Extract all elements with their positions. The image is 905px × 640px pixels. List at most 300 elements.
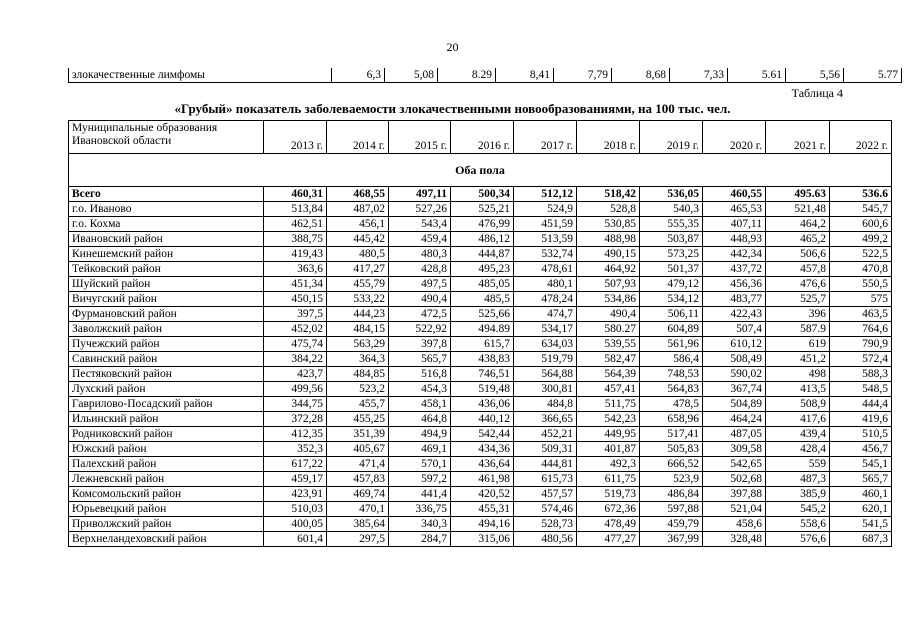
value-cell: 497,11 [389, 187, 451, 202]
value-cell: 419,6 [830, 412, 892, 427]
value-cell: 480,56 [514, 532, 577, 547]
value-cell: 455,31 [451, 502, 514, 517]
municipality-name: Приволжский район [69, 517, 264, 532]
value-cell: 610,12 [703, 337, 766, 352]
value-cell: 366,65 [514, 412, 577, 427]
value-cell: 513,84 [264, 202, 327, 217]
value-cell: 525,66 [451, 307, 514, 322]
value-cell: 561,96 [640, 337, 703, 352]
value-cell: 465,2 [766, 232, 830, 247]
value-cell: 790,9 [830, 337, 892, 352]
value-cell: 8,68 [612, 68, 670, 83]
value-cell: 478,24 [514, 292, 577, 307]
municipality-name: Гаврилово-Посадский район [69, 397, 264, 412]
value-cell: 480,3 [389, 247, 451, 262]
table-row [69, 502, 892, 517]
value-cell: 485,5 [451, 292, 514, 307]
table-row [69, 532, 892, 547]
table-row [69, 517, 892, 532]
value-cell: 507,4 [703, 322, 766, 337]
value-cell: 543,4 [389, 217, 451, 232]
value-cell: 460,31 [264, 187, 327, 202]
value-cell: 530,85 [577, 217, 640, 232]
table-row [69, 337, 892, 352]
value-cell: 367,74 [703, 382, 766, 397]
value-cell: 597,2 [389, 472, 451, 487]
value-cell: 480,1 [514, 277, 577, 292]
value-cell: 490,4 [389, 292, 451, 307]
table-row [69, 277, 892, 292]
value-cell: 336,75 [389, 502, 451, 517]
value-cell: 344,75 [264, 397, 327, 412]
value-cell: 478,61 [514, 262, 577, 277]
value-cell: 407,11 [703, 217, 766, 232]
value-cell: 469,1 [389, 442, 451, 457]
value-cell: 456,1 [327, 217, 389, 232]
value-cell: 372,28 [264, 412, 327, 427]
value-cell: 545,7 [830, 202, 892, 217]
year-header: 2021 г. [766, 121, 830, 154]
value-cell: 464,24 [703, 412, 766, 427]
value-cell: 615,73 [514, 472, 577, 487]
value-cell: 309,58 [703, 442, 766, 457]
value-cell: 451,2 [766, 352, 830, 367]
value-cell: 388,75 [264, 232, 327, 247]
value-cell: 437,72 [703, 262, 766, 277]
value-cell: 445,42 [327, 232, 389, 247]
value-cell: 458,1 [389, 397, 451, 412]
value-cell: 559 [766, 457, 830, 472]
value-cell: 464,8 [389, 412, 451, 427]
value-cell: 487,3 [766, 472, 830, 487]
value-cell: 396 [766, 307, 830, 322]
table-row [69, 307, 892, 322]
value-cell: 452,21 [514, 427, 577, 442]
year-header: 2018 г. [577, 121, 640, 154]
value-cell: 5,56 [786, 68, 844, 83]
value-cell: 587.9 [766, 322, 830, 337]
value-cell: 604,89 [640, 322, 703, 337]
value-cell: 412,35 [264, 427, 327, 442]
year-header: 2017 г. [514, 121, 577, 154]
municipality-name: Ивановский район [69, 232, 264, 247]
municipality-name: Савинский район [69, 352, 264, 367]
value-cell: 564,83 [640, 382, 703, 397]
value-cell: 506,6 [766, 247, 830, 262]
value-cell: 502,68 [703, 472, 766, 487]
value-cell: 460,55 [703, 187, 766, 202]
value-cell: 364,3 [327, 352, 389, 367]
value-cell: 480,5 [327, 247, 389, 262]
value-cell: 457,57 [514, 487, 577, 502]
value-cell: 507,93 [577, 277, 640, 292]
year-header: 2015 г. [389, 121, 451, 154]
value-cell: 494.89 [451, 322, 514, 337]
value-cell: 528,73 [514, 517, 577, 532]
value-cell: 457,83 [327, 472, 389, 487]
value-cell: 574,46 [514, 502, 577, 517]
value-cell: 6,3 [332, 68, 385, 83]
table-row [69, 292, 892, 307]
municipality-name: Заволжский район [69, 322, 264, 337]
municipality-name: Фурмановский район [69, 307, 264, 322]
municipality-name: Верхнеландеховский район [69, 532, 264, 547]
value-cell: 284,7 [389, 532, 451, 547]
value-cell: 601,4 [264, 532, 327, 547]
value-cell: 494,16 [451, 517, 514, 532]
value-cell: 423,7 [264, 367, 327, 382]
value-cell: 555,35 [640, 217, 703, 232]
value-cell: 300,81 [514, 382, 577, 397]
value-cell: 397,8 [389, 337, 451, 352]
value-cell: 5.61 [728, 68, 786, 83]
value-cell: 550,5 [830, 277, 892, 292]
value-cell: 505,83 [640, 442, 703, 457]
value-cell: 564,39 [577, 367, 640, 382]
value-cell: 5.77 [844, 68, 902, 83]
value-cell: 340,3 [389, 517, 451, 532]
municipality-name: Палехский район [69, 457, 264, 472]
table-row [69, 247, 892, 262]
value-cell: 456,36 [703, 277, 766, 292]
municipality-header-line1: Муниципальные образования [72, 122, 218, 134]
value-cell: 519,73 [577, 487, 640, 502]
value-cell: 8,41 [496, 68, 554, 83]
value-cell: 417,6 [766, 412, 830, 427]
value-cell: 419,43 [264, 247, 327, 262]
table-row [69, 262, 892, 277]
value-cell: 527,26 [389, 202, 451, 217]
value-cell: 506,11 [640, 307, 703, 322]
value-cell: 457,41 [577, 382, 640, 397]
value-cell: 620,1 [830, 502, 892, 517]
value-cell: 483,77 [703, 292, 766, 307]
value-cell: 521,04 [703, 502, 766, 517]
value-cell: 476,6 [766, 277, 830, 292]
total-row [69, 187, 892, 202]
value-cell: 590,02 [703, 367, 766, 382]
value-cell: 469,74 [327, 487, 389, 502]
year-header: 2022 г. [830, 121, 892, 154]
value-cell: 472,5 [389, 307, 451, 322]
value-cell: 455,79 [327, 277, 389, 292]
value-cell: 422,43 [703, 307, 766, 322]
value-cell: 611,75 [577, 472, 640, 487]
value-cell: 563,29 [327, 337, 389, 352]
value-cell: 486,84 [640, 487, 703, 502]
value-cell: 572,4 [830, 352, 892, 367]
value-cell: 532,74 [514, 247, 577, 262]
value-cell: 615,7 [451, 337, 514, 352]
value-cell: 420,52 [451, 487, 514, 502]
value-cell: 565,7 [830, 472, 892, 487]
value-cell: 297,5 [327, 532, 389, 547]
value-cell: 494,9 [389, 427, 451, 442]
value-cell: 490,4 [577, 307, 640, 322]
value-cell: 597,88 [640, 502, 703, 517]
value-cell: 498 [766, 367, 830, 382]
value-cell: 463,5 [830, 307, 892, 322]
value-cell: 5,08 [385, 68, 438, 83]
value-cell: 576,6 [766, 532, 830, 547]
value-cell: 439,4 [766, 427, 830, 442]
value-cell: 436,64 [451, 457, 514, 472]
value-cell: 497,5 [389, 277, 451, 292]
year-header: 2016 г. [451, 121, 514, 154]
value-cell: 440,12 [451, 412, 514, 427]
value-cell: 521,48 [766, 202, 830, 217]
municipality-name: Кинешемский район [69, 247, 264, 262]
value-cell: 490,15 [577, 247, 640, 262]
value-cell: 519,79 [514, 352, 577, 367]
value-cell: 465,53 [703, 202, 766, 217]
value-cell: 634,03 [514, 337, 577, 352]
value-cell: 540,3 [640, 202, 703, 217]
section-label: Оба пола [69, 154, 892, 187]
value-cell: 442,34 [703, 247, 766, 262]
value-cell: 503,87 [640, 232, 703, 247]
value-cell: 548,5 [830, 382, 892, 397]
previous-table-fragment [68, 68, 902, 83]
municipality-name: Вичугский район [69, 292, 264, 307]
value-cell: 478,49 [577, 517, 640, 532]
value-cell: 517,41 [640, 427, 703, 442]
value-cell: 524,9 [514, 202, 577, 217]
value-cell: 495,23 [451, 262, 514, 277]
value-cell: 450,15 [264, 292, 327, 307]
page-number: 20 [446, 40, 459, 54]
municipality-name: Комсомольский район [69, 487, 264, 502]
municipality-name: Тейковский район [69, 262, 264, 277]
value-cell: 423,91 [264, 487, 327, 502]
table-row [69, 382, 892, 397]
value-cell: 400,05 [264, 517, 327, 532]
value-cell: 464,2 [766, 217, 830, 232]
table-row [69, 487, 892, 502]
value-cell: 487,05 [703, 427, 766, 442]
value-cell: 459,17 [264, 472, 327, 487]
row-label: злокачественные лимфомы [69, 68, 332, 83]
table-row [69, 217, 892, 232]
value-cell: 542,23 [577, 412, 640, 427]
value-cell: 533,22 [327, 292, 389, 307]
value-cell: 510,03 [264, 502, 327, 517]
incidence-table [68, 120, 892, 547]
value-cell: 448,93 [703, 232, 766, 247]
value-cell: 470,1 [327, 502, 389, 517]
value-cell: 619 [766, 337, 830, 352]
value-cell: 512,12 [514, 187, 577, 202]
value-cell: 8.29 [438, 68, 496, 83]
value-cell: 525,7 [766, 292, 830, 307]
municipality-name: Лухский район [69, 382, 264, 397]
value-cell: 385,9 [766, 487, 830, 502]
value-cell: 455,25 [327, 412, 389, 427]
value-cell: 586,4 [640, 352, 703, 367]
value-cell: 536,05 [640, 187, 703, 202]
value-cell: 570,1 [389, 457, 451, 472]
year-header: 2019 г. [640, 121, 703, 154]
municipality-name: Пестяковский район [69, 367, 264, 382]
value-cell: 746,51 [451, 367, 514, 382]
value-cell: 315,06 [451, 532, 514, 547]
municipality-name: Шуйский район [69, 277, 264, 292]
year-header: 2020 г. [703, 121, 766, 154]
value-cell: 525,21 [451, 202, 514, 217]
value-cell: 528,8 [577, 202, 640, 217]
municipality-name: Пучежский район [69, 337, 264, 352]
table-row [69, 352, 892, 367]
value-cell: 417,27 [327, 262, 389, 277]
value-cell: 492,3 [577, 457, 640, 472]
value-cell: 458,6 [703, 517, 766, 532]
value-cell: 764,6 [830, 322, 892, 337]
value-cell: 451,34 [264, 277, 327, 292]
value-cell: 588,3 [830, 367, 892, 382]
value-cell: 459,4 [389, 232, 451, 247]
value-cell: 456,7 [830, 442, 892, 457]
table-row [69, 457, 892, 472]
value-cell: 444,81 [514, 457, 577, 472]
value-cell: 575 [830, 292, 892, 307]
value-cell: 534,12 [640, 292, 703, 307]
table-row [69, 232, 892, 247]
value-cell: 484,8 [514, 397, 577, 412]
value-cell: 617,22 [264, 457, 327, 472]
value-cell: 397,5 [264, 307, 327, 322]
value-cell: 582,47 [577, 352, 640, 367]
municipality-name: Лежневский район [69, 472, 264, 487]
value-cell: 413,5 [766, 382, 830, 397]
value-cell: 513,59 [514, 232, 577, 247]
value-cell: 501,37 [640, 262, 703, 277]
municipality-name: Родниковский район [69, 427, 264, 442]
value-cell: 444,23 [327, 307, 389, 322]
value-cell: 459,79 [640, 517, 703, 532]
section-row [69, 154, 892, 187]
value-cell: 477,27 [577, 532, 640, 547]
value-cell: 518,42 [577, 187, 640, 202]
value-cell: 444,87 [451, 247, 514, 262]
value-cell: 479,12 [640, 277, 703, 292]
value-cell: 452,02 [264, 322, 327, 337]
table-title: «Грубый» показатель заболеваемости злокачественными новообразованиями, на 100 тыс. чел. [174, 101, 731, 116]
value-cell: 580.27 [577, 322, 640, 337]
municipality-name: г.о. Иваново [69, 202, 264, 217]
value-cell: 541,5 [830, 517, 892, 532]
value-cell: 462,51 [264, 217, 327, 232]
value-cell: 485,05 [451, 277, 514, 292]
value-cell: 564,88 [514, 367, 577, 382]
value-cell: 454,3 [389, 382, 451, 397]
value-cell: 666,52 [640, 457, 703, 472]
header-row [69, 121, 892, 154]
value-cell: 384,22 [264, 352, 327, 367]
value-cell: 523,2 [327, 382, 389, 397]
value-cell: 441,4 [389, 487, 451, 502]
value-cell: 542,44 [451, 427, 514, 442]
value-cell: 504,89 [703, 397, 766, 412]
value-cell: 539,55 [577, 337, 640, 352]
value-cell: 536.6 [830, 187, 892, 202]
value-cell: 545,2 [766, 502, 830, 517]
value-cell: 484,85 [327, 367, 389, 382]
municipality-header-line2: Ивановской области [72, 135, 172, 147]
table-row [69, 202, 892, 217]
value-cell: 385,64 [327, 517, 389, 532]
value-cell: 542,65 [703, 457, 766, 472]
value-cell: 522,92 [389, 322, 451, 337]
value-cell: 460,1 [830, 487, 892, 502]
value-cell: 363,6 [264, 262, 327, 277]
value-cell: 687,3 [830, 532, 892, 547]
value-cell: 748,53 [640, 367, 703, 382]
value-cell: 449,95 [577, 427, 640, 442]
value-cell: 508,9 [766, 397, 830, 412]
table-row [69, 427, 892, 442]
value-cell: 510,5 [830, 427, 892, 442]
year-header: 2014 г. [327, 121, 389, 154]
value-cell: 471,4 [327, 457, 389, 472]
table-row [69, 412, 892, 427]
value-cell: 672,36 [577, 502, 640, 517]
value-cell: 476,99 [451, 217, 514, 232]
table-row [69, 472, 892, 487]
value-cell: 500,34 [451, 187, 514, 202]
value-cell: 428,8 [389, 262, 451, 277]
table-row [69, 322, 892, 337]
value-cell: 351,39 [327, 427, 389, 442]
table-number: Таблица 4 [791, 86, 843, 100]
value-cell: 534,86 [577, 292, 640, 307]
value-cell: 523,9 [640, 472, 703, 487]
value-cell: 7,33 [670, 68, 728, 83]
municipality-name: г.о. Кохма [69, 217, 264, 232]
municipality-name: Южский район [69, 442, 264, 457]
value-cell: 511,75 [577, 397, 640, 412]
value-cell: 516,8 [389, 367, 451, 382]
value-cell: 401,87 [577, 442, 640, 457]
prev-table-row [69, 68, 902, 83]
municipality-header [69, 121, 264, 154]
value-cell: 438,83 [451, 352, 514, 367]
value-cell: 600,6 [830, 217, 892, 232]
value-cell: 558,6 [766, 517, 830, 532]
table-row [69, 397, 892, 412]
value-cell: 484,15 [327, 322, 389, 337]
value-cell: 509,31 [514, 442, 577, 457]
value-cell: 397,88 [703, 487, 766, 502]
value-cell: 352,3 [264, 442, 327, 457]
value-cell: 499,2 [830, 232, 892, 247]
value-cell: 573,25 [640, 247, 703, 262]
value-cell: 565,7 [389, 352, 451, 367]
municipality-name: Всего [69, 187, 264, 202]
value-cell: 455,7 [327, 397, 389, 412]
value-cell: 478,5 [640, 397, 703, 412]
value-cell: 508,49 [703, 352, 766, 367]
value-cell: 367,99 [640, 532, 703, 547]
table-row [69, 367, 892, 382]
value-cell: 405,67 [327, 442, 389, 457]
municipality-name: Ильинский район [69, 412, 264, 427]
year-header: 2013 г. [264, 121, 327, 154]
value-cell: 545,1 [830, 457, 892, 472]
value-cell: 328,48 [703, 532, 766, 547]
value-cell: 658,96 [640, 412, 703, 427]
value-cell: 519,48 [451, 382, 514, 397]
value-cell: 436,06 [451, 397, 514, 412]
